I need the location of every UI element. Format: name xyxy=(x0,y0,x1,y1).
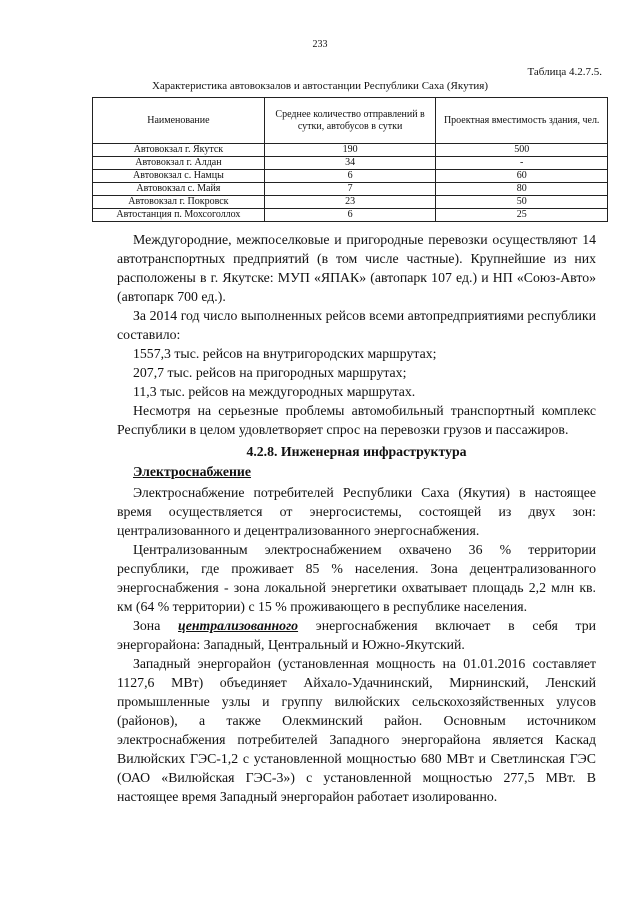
cell-name: Автовокзал г. Алдан xyxy=(93,157,265,170)
cell-departures: 6 xyxy=(264,170,436,183)
header-departures: Среднее количество отправлений в сутки, автобусов в сутки xyxy=(264,98,436,144)
cell-name: Автовокзал г. Якутск xyxy=(93,144,265,157)
cell-departures: 190 xyxy=(264,144,436,157)
paragraph-trips-urban: 1557,3 тыс. рейсов на внутригородских маршрутах; xyxy=(133,346,437,361)
table-row xyxy=(93,144,608,157)
cell-capacity: 500 xyxy=(436,144,608,157)
cell-name: Автовокзал с. Намцы xyxy=(93,170,265,183)
cell-capacity: 80 xyxy=(436,183,608,196)
cell-name: Автовокзал г. Покровск xyxy=(93,196,265,209)
cell-capacity: - xyxy=(436,157,608,170)
cell-capacity: 60 xyxy=(436,170,608,183)
paragraph-power-zones: Электроснабжение потребителей Республики Саха (Якутия) в настоящее время осуществляется от энергосистемы, состоящей из двух зон: централизованного и децентрализованного энергоснабжения. xyxy=(117,485,596,538)
section-heading: 4.2.8. Инженерная инфраструктура xyxy=(246,444,467,459)
body-text xyxy=(117,230,596,806)
table-header-row xyxy=(93,98,608,144)
paragraph-trips-intro: За 2014 год число выполненных рейсов всеми автопредприятиями республики составило: xyxy=(117,308,596,342)
table-title: Характеристика автовокзалов и автостанции Республики Саха (Якутия) xyxy=(151,80,489,92)
header-capacity: Проектная вместимость здания, чел. xyxy=(436,98,608,144)
cell-departures: 6 xyxy=(264,209,436,222)
cell-capacity: 50 xyxy=(436,196,608,209)
cell-name: Автостанция п. Мохсоголлох xyxy=(93,209,265,222)
paragraph-trips-intercity: 11,3 тыс. рейсов на междугородных маршрутах. xyxy=(133,384,416,399)
paragraph-transport-operators: Междугородние, межпоселковые и пригородные перевозки осуществляют 14 автотранспортных предприятий (в том числе частные). Крупнейшие из них расположены в г. Якутске: МУП «ЯПАК» (автопарк 107 ед.) и НП «Союз-Авто» (автопарк 700 ед.). xyxy=(117,232,596,304)
paragraph-coverage: Централизованным электроснабжением охвачено 36 % территории республики, где проживает 85 % населения. Зона децентрализованного энергоснабжения - зона локальной энергетики охватывает площадь 2,2 млн кв. км (64 % территории) с 15 % проживающего в республике населения. xyxy=(117,542,596,614)
table-row xyxy=(93,183,608,196)
table-row xyxy=(93,196,608,209)
cell-name: Автовокзал с. Майя xyxy=(93,183,265,196)
header-name: Наименование xyxy=(93,98,265,144)
paragraph-transport-summary: Несмотря на серьезные проблемы автомобильный транспортный комплекс Республики в целом удовлетворяет спрос на перевозки грузов и пассажиров. xyxy=(117,403,596,437)
paragraph-central-zone xyxy=(117,616,596,654)
central-zone-emphasis: централизованного xyxy=(178,618,299,633)
table-row xyxy=(93,209,608,222)
table-number: Таблица 4.2.7.5. xyxy=(527,66,602,78)
cell-capacity: 25 xyxy=(436,209,608,222)
paragraph-western-district: Западный энергорайон (установленная мощность на 01.01.2016 составляет 1127,6 МВт) объединяет Айхало-Удачнинский, Мирнинский, Ленский промышленные узлы и группу вилюйских сельскохозяйственных улусов (районов), а также Олекминский район. Основным источником электроснабжения потребителей Западного энергорайона является Каскад Вилюйских ГЭС-1,2 с установленной мощностью 680 МВт и Светлинская ГЭС (ОАО «Вилюйская ГЭС-3») с установленной мощностью 277,5 МВт. В настоящее время Западный энергорайон работает изолированно. xyxy=(117,656,596,804)
table-row xyxy=(93,157,608,170)
page-number: 233 xyxy=(312,39,328,50)
table-row xyxy=(93,170,608,183)
cell-departures: 34 xyxy=(264,157,436,170)
cell-departures: 23 xyxy=(264,196,436,209)
central-zone-end: энергоснабжения включает в себя три энергорайона: Западный, Центральный и Южно-Якутский. xyxy=(117,618,596,652)
subheading-electricity: Электроснабжение xyxy=(133,464,252,479)
paragraph-trips-suburban: 207,7 тыс. рейсов на пригородных маршрутах; xyxy=(133,365,407,380)
central-zone-start: Зона xyxy=(133,618,179,633)
bus-stations-table xyxy=(92,97,608,222)
cell-departures: 7 xyxy=(264,183,436,196)
